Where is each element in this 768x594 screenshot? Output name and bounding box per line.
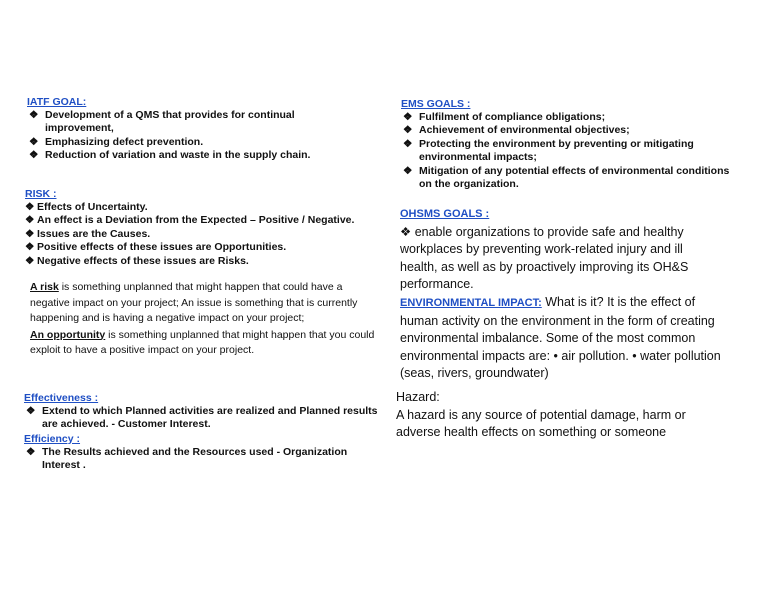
environmental-impact-heading: ENVIRONMENTAL IMPACT: [400,297,542,309]
list-item: ❖ The Results achieved and the Resources used - Organization Interest . [26,445,348,472]
list-item: ❖ Emphasizing defect prevention. [29,135,204,148]
diamond-bullet-icon: ❖ [403,124,413,137]
list-item: ❖ Achievement of environmental objectives; [403,124,630,137]
diamond-bullet-icon: ❖ [403,164,413,177]
diamond-bullet-icon: ❖ [29,135,39,148]
list-item: ❖ Extend to which Planned activities are realized and Planned results are achieved. - Customer Interest. [26,405,378,431]
diamond-bullet-icon: ❖ [25,254,35,267]
risk-definition: A risk is something unplanned that might happen that could have a negative impact on your project; An issue is something that is currently happening and is having a negative impact on your project; [30,281,358,324]
ohsms-goals-text: ❖ enable organizations to provide safe and healthy workplaces by preventing work-related injury and ill health, as well as by proactively improving its OH&S performance. [400,224,689,292]
list-item: ❖ An effect is a Deviation from the Expected – Positive / Negative. [25,214,355,227]
definitions-section [30,280,375,359]
list-item: ❖ Protecting the environment by preventing or mitigating environmental impacts; [403,137,694,164]
list-item: ❖ Mitigation of any potential effects of environmental conditions on the organization. [403,164,730,191]
iatf-goal-list [27,109,349,163]
diamond-bullet-icon: ❖ [400,224,412,239]
ems-goals-heading: EMS GOALS : [401,98,471,110]
efficiency-heading: Efficiency : [24,432,81,445]
hazard-text: A hazard is any source of potential damage, harm or adverse health effects on something or someone [396,407,686,440]
list-item: ❖ Fulfilment of compliance obligations; [403,111,606,123]
list-item: ❖ Positive effects of these issues are Opportunities. [25,241,287,254]
diamond-bullet-icon: ❖ [29,149,39,162]
diamond-bullet-icon: ❖ [26,405,36,417]
diamond-bullet-icon: ❖ [25,241,35,254]
risk-section [25,188,387,268]
hazard-heading: Hazard: [396,390,440,404]
environmental-impact-text: What is it? It is the effect of human activity on the environment in the form of creating environmental imbalance. Some of the most common environmental impacts are: • air pollution. • water pollution (seas, rivers, groundwater) [400,295,721,381]
diamond-bullet-icon: ❖ [403,137,413,150]
effectiveness-list [24,405,384,432]
hazard-section [396,389,716,442]
effectiveness-heading: Effectiveness : [24,392,99,404]
efficiency-list [24,446,384,473]
diamond-bullet-icon: ❖ [29,109,39,121]
ems-goals-section [401,98,731,191]
list-item: ❖ Negative effects of these issues are Risks. [25,254,249,267]
diamond-bullet-icon: ❖ [25,227,35,240]
list-item: ❖ Effects of Uncertainty. [25,201,148,213]
ohsms-goals-heading: OHSMS GOALS : [400,208,490,220]
list-item: ❖ Development of a QMS that provides for continual improvement, [29,109,295,135]
ems-goals-list [401,111,731,191]
environmental-impact-section [400,294,722,383]
diamond-bullet-icon: ❖ [26,445,36,458]
ohsms-goals-section [400,206,718,294]
list-item: ❖ Issues are the Causes. [25,227,151,240]
effectiveness-section [24,392,384,473]
list-item: ❖ Reduction of variation and waste in the supply chain. [29,149,311,162]
diamond-bullet-icon: ❖ [25,214,35,227]
iatf-goal-heading: IATF GOAL: [27,96,87,108]
diamond-bullet-icon: ❖ [403,111,413,123]
iatf-goal-section [27,96,349,163]
opportunity-term: An opportunity [30,328,106,341]
opportunity-definition: An opportunity is something unplanned that might happen that you could exploit to have a positive impact on your project. [30,328,375,356]
risk-heading: RISK : [25,188,57,200]
risk-list [25,201,387,268]
risk-term: A risk [30,281,59,293]
diamond-bullet-icon: ❖ [25,201,35,213]
